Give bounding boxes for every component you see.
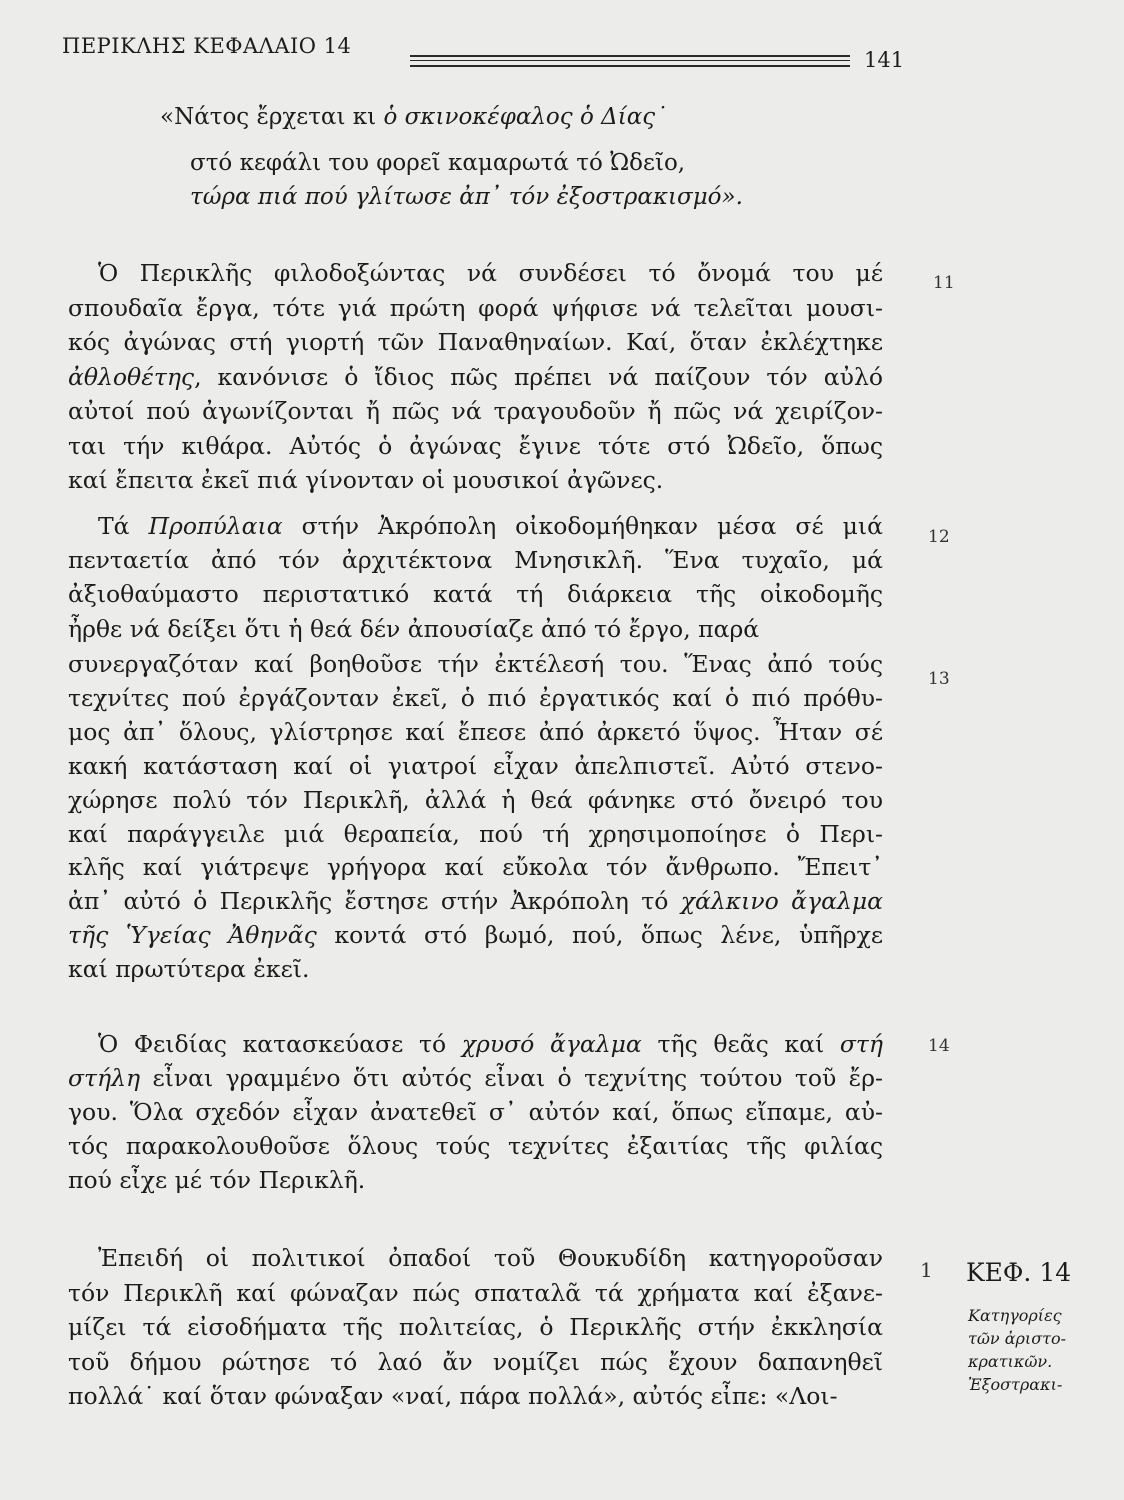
text-segment: ἦρθε νά δείξει ὅτι ἡ θεά δέν ἀπουσίαζε ἀπό τό ἔργο, παρά — [68, 614, 760, 643]
text-segment: τοῦ δήμου ρώτησε τό λαό ἄν νομίζει πώς ἔχουν δαπανηθεῖ — [68, 1347, 883, 1376]
italic-term: στήλη — [68, 1064, 141, 1092]
text-line — [68, 717, 883, 749]
text-segment: τεχνίτες πού ἐργάζονταν ἐκεῖ, ὁ πιό ἐργατικός καί ὁ πιό πρόθυ- — [68, 683, 883, 712]
text-segment: Τά — [98, 512, 149, 540]
text-segment: Ὁ Περικλῆς φιλοδοξώντας νά συνδέσει τό ὄνομά του μέ — [98, 259, 883, 287]
text-line — [68, 852, 883, 884]
text-segment: μος ἀπ᾽ ὅλους, γλίστρησε καί ἔπεσε ἀπό ἀρκετό ὕψος. Ἦταν σέ — [68, 717, 883, 746]
text-line — [68, 1312, 883, 1344]
text-line — [68, 886, 883, 918]
text-segment: εἶναι γραμμένο ὅτι αὐτός εἶναι ὁ τεχνίτης τούτου τοῦ ἔρ- — [140, 1064, 883, 1092]
text-line — [68, 1097, 883, 1129]
text-line — [68, 545, 883, 577]
text-line — [68, 819, 883, 851]
text-line — [68, 1131, 883, 1163]
text-segment: τῆς θεᾶς καί — [641, 1030, 840, 1058]
text-segment: ἀξιοθαύμαστο περιστατικό κατά τή διάρκεια τῆς οἰκοδομῆς — [68, 580, 883, 609]
italic-term: Προπύλαια — [148, 512, 283, 540]
verse-line-3 — [190, 184, 743, 210]
text-segment: καί παράγγειλε μιά θεραπεία, πού τή χρησιμοποίησε ὁ Περι- — [68, 819, 883, 848]
text-segment: κλῆς καί γιάτρεψε γρήγορα καί εὔκολα τόν ἄνθρωπο. Ἔπειτ᾽ — [68, 853, 883, 882]
text-line — [68, 954, 883, 986]
text-segment: συνεργαζόταν καί βοηθοῦσε τήν ἐκτέλεσή του. Ἕνας ἀπό τούς — [68, 650, 883, 678]
text-line — [98, 258, 883, 290]
text-segment: μίζει τά εἰσοδήματα τῆς πολιτείας, ὁ Περικλῆς στήν ἐκκλησία — [68, 1313, 883, 1341]
margin-number-1: 1 — [920, 1258, 933, 1282]
text-segment: κοντά στό βωμό, πού, ὅπως λένε, ὑπῆρχε — [316, 921, 883, 950]
text-line — [68, 362, 883, 394]
margin-number-11: 11 — [933, 273, 955, 293]
margin-summary-line: τῶν ἀριστο- — [968, 1329, 1067, 1348]
text-line — [68, 649, 883, 681]
text-line — [68, 431, 883, 463]
text-segment: καί ἔπειτα ἐκεῖ πιά γίνονταν οἱ μουσικοί ἀγῶνες. — [68, 466, 664, 494]
text-segment: πολλά˙ καί ὅταν φώναξαν «ναί, πάρα πολλά», αὐτός εἶπε: «Λοι- — [68, 1382, 838, 1410]
text-line — [68, 1165, 883, 1197]
verse-line-3-italic: τώρα πιά πού γλίτωσε ἀπ᾽ τόν ἐξοστρακισμό». — [190, 184, 743, 210]
text-line — [68, 751, 883, 783]
text-line — [68, 1278, 883, 1310]
verse-line-1-italic: ὁ σκινοκέφαλος ὁ Δίας˙ — [383, 104, 667, 130]
margin-summary-line: Κατηγορίες — [968, 1306, 1062, 1325]
margin-chapter-heading: ΚΕΦ. 14 — [966, 1258, 1072, 1287]
page-number: 141 — [864, 48, 905, 72]
text-segment: στήν Ἀκρόπολη οἰκοδομήθηκαν μέσα σέ μιά — [282, 512, 883, 540]
margin-summary-line: κρατικῶν. — [968, 1352, 1053, 1371]
text-line — [68, 614, 883, 646]
text-line — [68, 293, 883, 325]
margin-number-13: 13 — [928, 669, 950, 689]
text-segment: τόν Περικλῆ καί φώναζαν πώς σπαταλᾶ τά χρήματα καί ἐξανε- — [68, 1278, 883, 1307]
text-line — [68, 1347, 883, 1379]
margin-summary-line: Ἐξοστρακι- — [968, 1375, 1063, 1394]
text-segment: σπουδαῖα ἔργα, τότε γιά πρώτη φορά ψήφισε νά τελεῖται μουσι- — [68, 293, 883, 322]
text-line — [68, 579, 883, 611]
text-line — [68, 1063, 883, 1095]
text-line — [68, 683, 883, 715]
margin-number-12: 12 — [928, 527, 950, 547]
text-line — [68, 396, 883, 428]
text-segment: Ἐπειδή οἱ πολιτικοί ὀπαδοί τοῦ Θουκυδίδη κατηγοροῦσαν — [98, 1244, 883, 1272]
text-segment: , κανόνισε ὁ ἴδιος πῶς πρέπει νά παίζουν τόν αὐλό — [194, 362, 883, 391]
italic-term: χρυσό ἄγαλμα — [461, 1030, 642, 1058]
text-line — [98, 1243, 883, 1275]
italic-term: χάλκινο ἄγαλμα — [680, 887, 883, 916]
text-segment: γου. Ὅλα σχεδόν εἶχαν ἀνατεθεῖ σ᾽ αὐτόν καί, ὅπως εἴπαμε, αὐ- — [68, 1098, 883, 1126]
text-line — [68, 785, 883, 817]
text-line — [68, 327, 883, 359]
text-line — [98, 511, 883, 543]
text-line — [68, 920, 883, 952]
text-segment: ἀπ᾽ αὐτό ὁ Περικλῆς ἔστησε στήν Ἀκρόπολη τό — [68, 887, 681, 916]
verse-line-1-text: «Νάτος ἔρχεται κι — [160, 104, 384, 130]
text-segment: κός ἀγώνας στή γιορτή τῶν Παναθηναίων. Καί, ὅταν ἐκλέχτηκε — [68, 328, 883, 356]
text-segment: χώρησε πολύ τόν Περικλῆ, ἀλλά ἡ θεά φάνηκε στό ὄνειρό του — [68, 785, 883, 814]
text-segment: κακή κατάσταση καί οἱ γιατροί εἶχαν ἀπελπιστεῖ. Αὐτό στενο- — [68, 751, 883, 780]
text-line — [68, 1381, 883, 1413]
italic-term: στή — [839, 1030, 883, 1058]
text-segment: καί πρωτύτερα ἐκεῖ. — [68, 955, 310, 984]
text-segment: ται τήν κιθάρα. Αὐτός ὁ ἀγώνας ἔγινε τότε στό Ὠδεῖο, ὅπως — [68, 431, 883, 460]
text-segment: τός παρακολουθοῦσε ὅλους τούς τεχνίτες ἐξαιτίας τῆς φιλίας — [68, 1132, 883, 1160]
verse-line-1 — [160, 104, 667, 130]
italic-term: ἀθλοθέτης — [68, 362, 195, 391]
text-segment: Ὁ Φειδίας κατασκεύασε τό — [98, 1030, 462, 1058]
italic-term: τῆς Ὑγείας Ἀθηνᾶς — [68, 921, 317, 950]
running-title: ΠΕΡΙΚΛΗΣ ΚΕΦΑΛΑΙΟ 14 — [62, 34, 352, 58]
text-line — [98, 1029, 883, 1061]
text-line — [68, 465, 883, 497]
margin-number-14: 14 — [928, 1036, 950, 1056]
text-segment: πενταετία ἀπό τόν ἀρχιτέκτονα Μνησικλῆ. Ἕνα τυχαῖο, μά — [68, 546, 883, 575]
text-segment: αὐτοί πού ἀγωνίζονται ἤ πῶς νά τραγουδοῦν ἤ πῶς νά χειρίζον- — [68, 397, 883, 425]
verse-line-2: στό κεφάλι του φορεῖ καμαρωτά τό Ὠδεῖο, — [190, 150, 686, 176]
header-rule — [410, 55, 850, 67]
text-segment: πού εἶχε μέ τόν Περικλῆ. — [68, 1166, 366, 1194]
